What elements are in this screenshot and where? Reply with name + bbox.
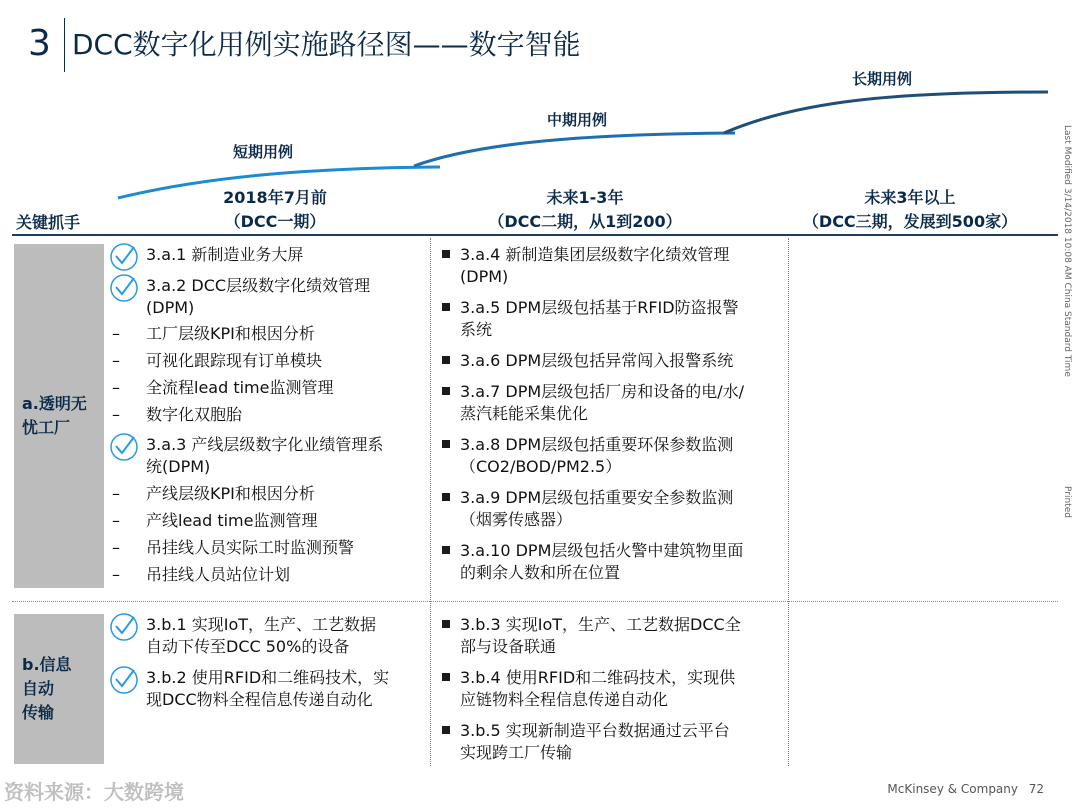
list-item: 3.b.2 使用RFID和二维码技术，实 现DCC物料全程信息传递自动化 (112, 667, 427, 711)
column-header-phase2-desc: （DCC二期，从1到200） (488, 212, 682, 231)
list-item: – 工厂层级KPI和根因分析 (112, 324, 315, 343)
header-rule (12, 234, 1058, 236)
row-b-label-line1: b.信息 (22, 655, 72, 674)
column-header-phase1 (130, 186, 420, 234)
check-circle-icon (110, 612, 140, 642)
column-header-phase3-desc: （DCC三期，发展到500家） (802, 212, 1018, 231)
column-header-phase2-date: 未来1-3年 (546, 188, 624, 207)
list-item: 3.b.5 实现新制造平台数据通过云平台 实现跨工厂传输 (442, 720, 784, 764)
page-number: 72 (1028, 782, 1044, 796)
list-item: – 产线lead time监测管理 (112, 511, 318, 530)
row-label-auto-transfer (14, 614, 104, 764)
bullet-icon (442, 726, 450, 734)
list-item: – 可视化跟踪现有订单模块 (112, 351, 323, 370)
row-b-col2 (442, 614, 784, 764)
bullet-icon (442, 387, 450, 395)
column-divider-1 (430, 238, 431, 766)
list-item: 3.a.6 DPM层级包括异常闯入报警系统 (442, 350, 784, 372)
bullet-icon (442, 620, 450, 628)
page-title: DCC数字化用例实施路径图——数字智能 (72, 28, 581, 61)
column-header-phase3-date: 未来3年以上 (864, 188, 956, 207)
bullet-icon (442, 673, 450, 681)
row-b-label-line3: 传输 (22, 703, 55, 722)
list-item: 3.a.3 产线层级数字化业绩管理系 统(DPM) (112, 434, 427, 478)
list-item: 3.b.3 实现IoT，生产、工艺数据DCC全 部与设备联通 (442, 614, 784, 658)
bullet-icon (442, 440, 450, 448)
mid-term-curve (414, 133, 735, 166)
column-header-phase1-desc: （DCC一期） (224, 212, 326, 231)
list-item: 3.a.7 DPM层级包括厂房和设备的电/水/ 蒸汽耗能采集优化 (442, 381, 784, 425)
check-circle-icon (110, 273, 140, 303)
column-divider-2 (788, 238, 789, 766)
row-a-col1 (112, 244, 427, 594)
list-item: 3.b.1 实现IoT，生产、工艺数据 自动下传至DCC 50%的设备 (112, 614, 427, 658)
long-term-curve (724, 92, 1048, 133)
footer-brand: McKinsey & Company (887, 782, 1018, 796)
list-item: 3.a.5 DPM层级包括基于RFID防盗报警 系统 (442, 297, 784, 341)
bullet-icon (442, 546, 450, 554)
row-a-col2 (442, 244, 784, 594)
list-item: 3.b.4 使用RFID和二维码技术，实现供 应链物料全程信息传递自动化 (442, 667, 784, 711)
check-circle-icon (110, 665, 140, 695)
roadmap-curves (0, 0, 1080, 210)
list-item: 3.a.8 DPM层级包括重要环保参数监测 （CO2/BOD/PM2.5） (442, 434, 784, 478)
phase-mid-label: 中期用例 (547, 111, 608, 129)
watermark: 资料来源：大数跨境 (4, 780, 184, 804)
last-modified-note: Last Modified 3/14/2018 10:08 AM China Standard Time (1062, 125, 1072, 377)
list-item: – 全流程lead time监测管理 (112, 378, 334, 397)
list-item: – 吊挂线人员实际工时监测预警 (112, 538, 355, 557)
bullet-icon (442, 250, 450, 258)
row-label-transparent-factory (14, 244, 104, 588)
bullet-icon (442, 493, 450, 501)
list-item: – 数字化双胞胎 (112, 405, 243, 424)
column-header-phase1-date: 2018年7月前 (223, 188, 327, 207)
row-a-label-line2: 忧工厂 (22, 418, 71, 437)
list-item: 3.a.10 DPM层级包括火警中建筑物里面 的剩余人数和所在位置 (442, 540, 784, 584)
row-b-label-line2: 自动 (22, 679, 55, 698)
list-item: 3.a.4 新制造集团层级数字化绩效管理 (DPM) (442, 244, 784, 288)
phase-long-label: 长期用例 (852, 70, 913, 88)
row-b-col1 (112, 614, 427, 764)
section-number: 3 (28, 23, 51, 64)
check-circle-icon (110, 432, 140, 462)
bullet-icon (442, 356, 450, 364)
list-item: 3.a.1 新制造业务大屏 (112, 244, 427, 266)
printed-note: Printed (1062, 486, 1072, 518)
row-a-label-line1: a.透明无 (22, 394, 87, 413)
check-circle-icon (110, 242, 140, 272)
key-levers-header: 关键抓手 (16, 213, 81, 232)
list-item: 3.a.2 DCC层级数字化绩效管理 (DPM) (112, 275, 427, 319)
list-item: 3.a.9 DPM层级包括重要安全参数监测 （烟雾传感器） (442, 487, 784, 531)
bullet-icon (442, 303, 450, 311)
column-header-phase2 (430, 186, 740, 234)
list-item: – 产线层级KPI和根因分析 (112, 484, 315, 503)
column-header-phase3 (785, 186, 1035, 234)
phase-short-label: 短期用例 (233, 143, 294, 161)
row-divider (12, 601, 1058, 602)
list-item: – 吊挂线人员站位计划 (112, 565, 291, 584)
